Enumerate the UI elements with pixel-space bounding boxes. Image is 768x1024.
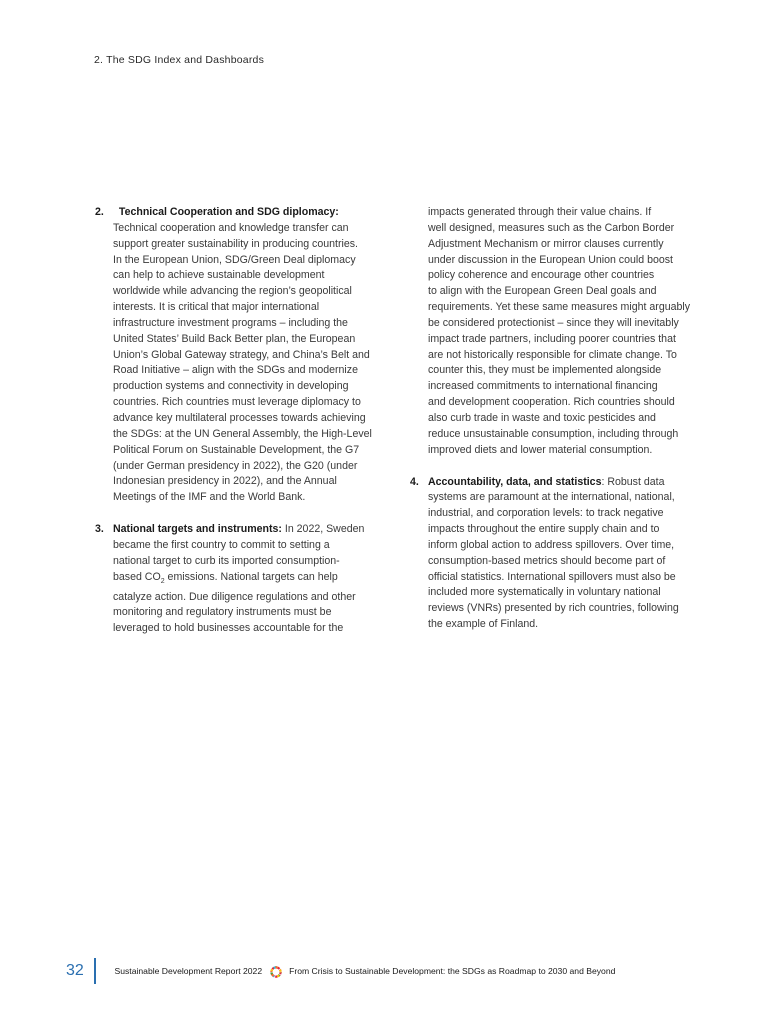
body-text: In 2022, Sweden xyxy=(281,523,365,536)
body-line: official statistics. International spillovers must also be xyxy=(428,570,676,583)
body-line: are not historically responsible for climate change. To xyxy=(428,348,677,361)
page-footer xyxy=(66,958,615,984)
body-line: production systems and connectivity in developing xyxy=(113,380,349,393)
body-line: infrastructure investment programs – including the xyxy=(113,316,348,329)
body-line: included more systematically in voluntary national xyxy=(428,586,661,599)
list-number: 4. xyxy=(410,475,419,488)
body-line: Political Forum on Sustainable Development, the G7 xyxy=(113,443,360,456)
body-line: be considered protectionist – since they will inevitably xyxy=(428,316,679,329)
item-title: Technical Cooperation and SDG diplomacy: xyxy=(118,206,339,218)
body-line: advance key multilateral processes towards achieving xyxy=(113,411,366,424)
body-line: reduce unsustainable consumption, including through xyxy=(428,427,679,440)
body-line: Indonesian presidency in 2022), and the Annual xyxy=(113,475,337,488)
item-title-line xyxy=(428,475,700,491)
report-subtitle: From Crisis to Sustainable Development: the SDGs as Roadmap to 2030 and Beyond xyxy=(289,966,616,976)
body-line: catalyze action. Due diligence regulations and other xyxy=(113,590,356,603)
body-line: improved diets and lower material consumption. xyxy=(428,443,653,456)
continuation-block xyxy=(410,205,700,459)
body-line: worldwide while advancing the region’s geopolitical xyxy=(113,285,352,298)
body-line: can help to achieve sustainable development xyxy=(113,269,325,282)
report-title: Sustainable Development Report 2022 xyxy=(114,966,263,976)
body-line xyxy=(113,570,385,590)
body-line: counter this, they must be implemented alongside xyxy=(428,364,662,377)
body-line: leveraged to hold businesses accountable for the xyxy=(113,622,344,635)
right-column xyxy=(410,205,700,633)
body-line: the SDGs: at the UN General Assembly, the High-Level xyxy=(113,427,372,440)
body-line: Road Initiative – align with the SDGs and modernize xyxy=(113,364,358,377)
co2-subscript: 2 xyxy=(160,577,165,585)
footer-divider xyxy=(94,958,96,984)
body-line: policy coherence and encourage other countries xyxy=(428,269,655,282)
list-item-3 xyxy=(95,522,385,637)
body-line: to align with the European Green Deal goals and xyxy=(428,285,657,298)
list-number: 2. xyxy=(95,206,104,218)
item-title-line xyxy=(113,522,385,538)
body-line: consumption-based metrics should become part of xyxy=(428,554,666,567)
body-line: national target to curb its imported consumption- xyxy=(113,554,340,567)
body-line: interests. It is critical that major international xyxy=(113,301,320,314)
body-line: inform global action to address spillovers. Over time, xyxy=(428,538,675,551)
body-line: Union’s Global Gateway strategy, and China’s Belt and xyxy=(113,348,370,361)
co2-prefix: based CO xyxy=(113,570,161,583)
list-item-4 xyxy=(410,475,700,633)
body-line: industrial, and corporation levels: to track negative xyxy=(428,507,664,520)
body-line: countries. Rich countries must leverage diplomacy to xyxy=(113,396,361,409)
body-line: (under German presidency in 2022), the G20 (under xyxy=(113,459,358,472)
item-title: Accountability, data, and statistics xyxy=(428,475,602,488)
body-text: : Robust data xyxy=(601,475,665,488)
page-number: 32 xyxy=(66,962,84,979)
sdg-wheel-icon xyxy=(270,965,282,977)
body-line: the example of Finland. xyxy=(428,618,539,631)
body-line: monitoring and regulatory instruments must be xyxy=(113,606,332,619)
body-line: In the European Union, SDG/Green Deal diplomacy xyxy=(113,253,356,266)
body-line: Technical cooperation and knowledge transfer can xyxy=(113,221,349,234)
running-header: 2. The SDG Index and Dashboards xyxy=(94,54,265,66)
body-line: impact trade partners, including poorer countries that xyxy=(428,332,676,345)
body-line: under discussion in the European Union could boost xyxy=(428,253,673,266)
body-line: also curb trade in waste and toxic pesticides and xyxy=(428,411,656,424)
body-line: requirements. Yet these same measures might arguably xyxy=(428,301,691,314)
body-line: United States’ Build Back Better plan, the European xyxy=(113,332,356,345)
item-title: National targets and instruments: xyxy=(113,523,282,536)
body-line: and development cooperation. Rich countries should xyxy=(428,396,675,409)
body-line: Adjustment Mechanism or mirror clauses currently xyxy=(428,237,664,250)
body-line: support greater sustainability in producing countries. xyxy=(113,237,358,250)
body-line: increased commitments to international financing xyxy=(428,380,658,393)
body-line: reviews (VNRs) presented by rich countries, following xyxy=(428,602,679,615)
body-line: became the first country to commit to setting a xyxy=(113,538,330,551)
list-item-2 xyxy=(95,205,385,506)
body-line: Meetings of the IMF and the World Bank. xyxy=(113,491,306,504)
body-line: systems are paramount at the international, national, xyxy=(428,491,675,504)
body-line: impacts generated through their value chains. If xyxy=(428,206,652,218)
item-title-line xyxy=(113,205,385,221)
body-line: well designed, measures such as the Carbon Border xyxy=(428,221,675,234)
co2-suffix: emissions. National targets can help xyxy=(164,570,338,583)
list-number: 3. xyxy=(95,523,104,536)
left-column xyxy=(95,205,385,637)
body-line: impacts throughout the entire supply chain and to xyxy=(428,523,660,536)
